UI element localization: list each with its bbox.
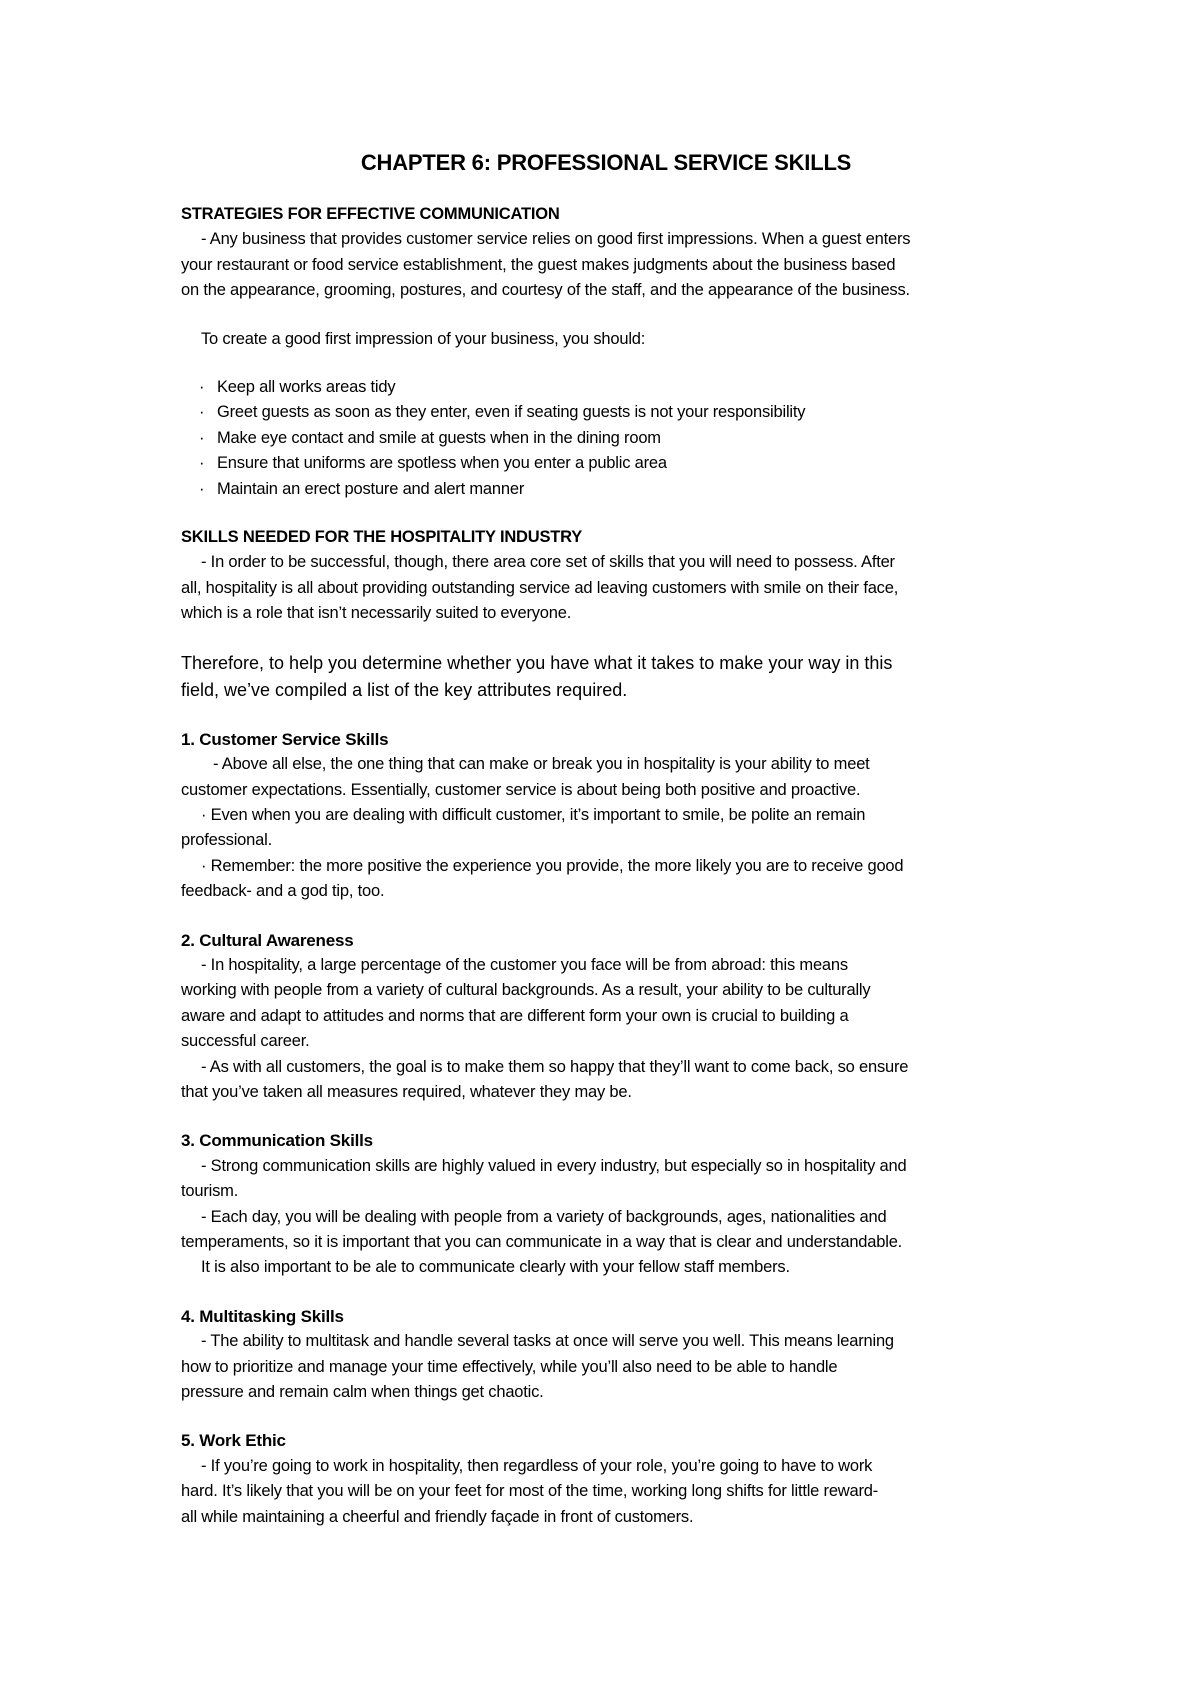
- list-item-text: Keep all works areas tidy: [217, 378, 396, 397]
- paragraph-line: customer expectations. Essentially, customer service is about being both positive and proactive.: [181, 780, 861, 799]
- skill-heading-multitasking: 4. Multitasking Skills: [181, 1306, 344, 1326]
- therefore-line: Therefore, to help you determine whether you have what it takes to make your way in this: [181, 652, 893, 673]
- paragraph-line: all while maintaining a cheerful and friendly façade in front of customers.: [181, 1507, 694, 1526]
- paragraph-line: - As with all customers, the goal is to make them so happy that they’ll want to come back, so ensure: [201, 1057, 909, 1076]
- paragraph-line: feedback- and a god tip, too.: [181, 882, 385, 901]
- list-item-text: Greet guests as soon as they enter, even if seating guests is not your responsibility: [217, 403, 806, 422]
- paragraph-line: which is a role that isn’t necessarily suited to everyone.: [181, 604, 572, 623]
- bullet-icon: ·: [199, 378, 205, 397]
- bullet-icon: ·: [199, 454, 205, 473]
- list-item-text: Maintain an erect posture and alert manner: [217, 479, 525, 498]
- paragraph-line: how to prioritize and manage your time effectively, while you’ll also need to be able to handle: [181, 1357, 838, 1376]
- paragraph-line: - Strong communication skills are highly valued in every industry, but especially so in hospitality and: [201, 1156, 907, 1175]
- skill-heading-work-ethic: 5. Work Ethic: [181, 1431, 286, 1451]
- list-item: [199, 400, 1031, 425]
- paragraph-line: It is also important to be ale to communicate clearly with your fellow staff members.: [201, 1258, 790, 1277]
- list-item-text: Make eye contact and smile at guests when in the dining room: [217, 428, 661, 447]
- list-item: [199, 477, 1031, 502]
- bullet-icon: ·: [199, 403, 205, 422]
- skill-heading-customer-service: 1. Customer Service Skills: [181, 729, 389, 749]
- paragraph-line: - Above all else, the one thing that can make or break you in hospitality is your ability to meet: [213, 755, 870, 774]
- first-impression-list: [181, 375, 1031, 502]
- paragraph-line: working with people from a variety of cultural backgrounds. As a result, your ability to be culturally: [181, 981, 871, 1000]
- paragraph-line: · Even when you are dealing with difficult customer, it’s important to smile, be polite an remain: [201, 805, 866, 824]
- paragraph-line: professional.: [181, 831, 272, 850]
- document-body: [181, 148, 1031, 1530]
- page-title: CHAPTER 6: PROFESSIONAL SERVICE SKILLS: [360, 150, 852, 175]
- list-item-text: Ensure that uniforms are spotless when you enter a public area: [217, 454, 667, 473]
- bullet-icon: ·: [199, 428, 205, 447]
- paragraph-line: on the appearance, grooming, postures, and courtesy of the staff, and the appearance of the business.: [181, 281, 910, 300]
- paragraph-line: temperaments, so it is important that you can communicate in a way that is clear and understandable.: [181, 1233, 903, 1251]
- paragraph-line: aware and adapt to attitudes and norms that are different form your own is crucial to building a: [181, 1006, 849, 1025]
- paragraph-line: · Remember: the more positive the experience you provide, the more likely you are to receive good: [201, 856, 904, 875]
- paragraph-line: - The ability to multitask and handle several tasks at once will serve you well. This means learning: [201, 1332, 894, 1351]
- paragraph-line: your restaurant or food service establishment, the guest makes judgments about the business based: [181, 255, 896, 274]
- paragraph-line: hard. It’s likely that you will be on your feet for most of the time, working long shifts for little reward-: [181, 1482, 879, 1501]
- paragraph-line: - In hospitality, a large percentage of the customer you face will be from abroad: this means: [201, 955, 848, 974]
- section-heading-communication: STRATEGIES FOR EFFECTIVE COMMUNICATION: [181, 205, 560, 223]
- skill-heading-communication: 3. Communication Skills: [181, 1131, 373, 1151]
- paragraph-line: pressure and remain calm when things get chaotic.: [181, 1383, 544, 1402]
- paragraph-line: that you’ve taken all measures required, whatever they may be.: [181, 1082, 632, 1101]
- list-item: [199, 375, 1031, 400]
- bullet-intro: To create a good first impression of your business, you should:: [201, 329, 646, 348]
- paragraph-line: tourism.: [181, 1182, 239, 1201]
- paragraph-line: - If you’re going to work in hospitality, then regardless of your role, you’re going to have to work: [201, 1456, 873, 1475]
- paragraph-line: successful career.: [181, 1032, 310, 1051]
- section-heading-skills: SKILLS NEEDED FOR THE HOSPITALITY INDUSTRY: [181, 528, 583, 547]
- paragraph-line: - Each day, you will be dealing with people from a variety of backgrounds, ages, nationalities and: [201, 1207, 887, 1226]
- list-item: [199, 426, 1031, 451]
- paragraph-line: - Any business that provides customer service relies on good first impressions. When a guest enters: [201, 230, 911, 249]
- paragraph-line: - In order to be successful, though, there area core set of skills that you will need to possess. After: [201, 553, 895, 572]
- skill-heading-cultural-awareness: 2. Cultural Awareness: [181, 930, 354, 950]
- bullet-icon: ·: [199, 479, 205, 498]
- therefore-line: field, we’ve compiled a list of the key attributes required.: [181, 679, 628, 700]
- list-item: [199, 451, 1031, 476]
- paragraph-line: all, hospitality is all about providing outstanding service ad leaving customers with smile on their face,: [181, 578, 899, 597]
